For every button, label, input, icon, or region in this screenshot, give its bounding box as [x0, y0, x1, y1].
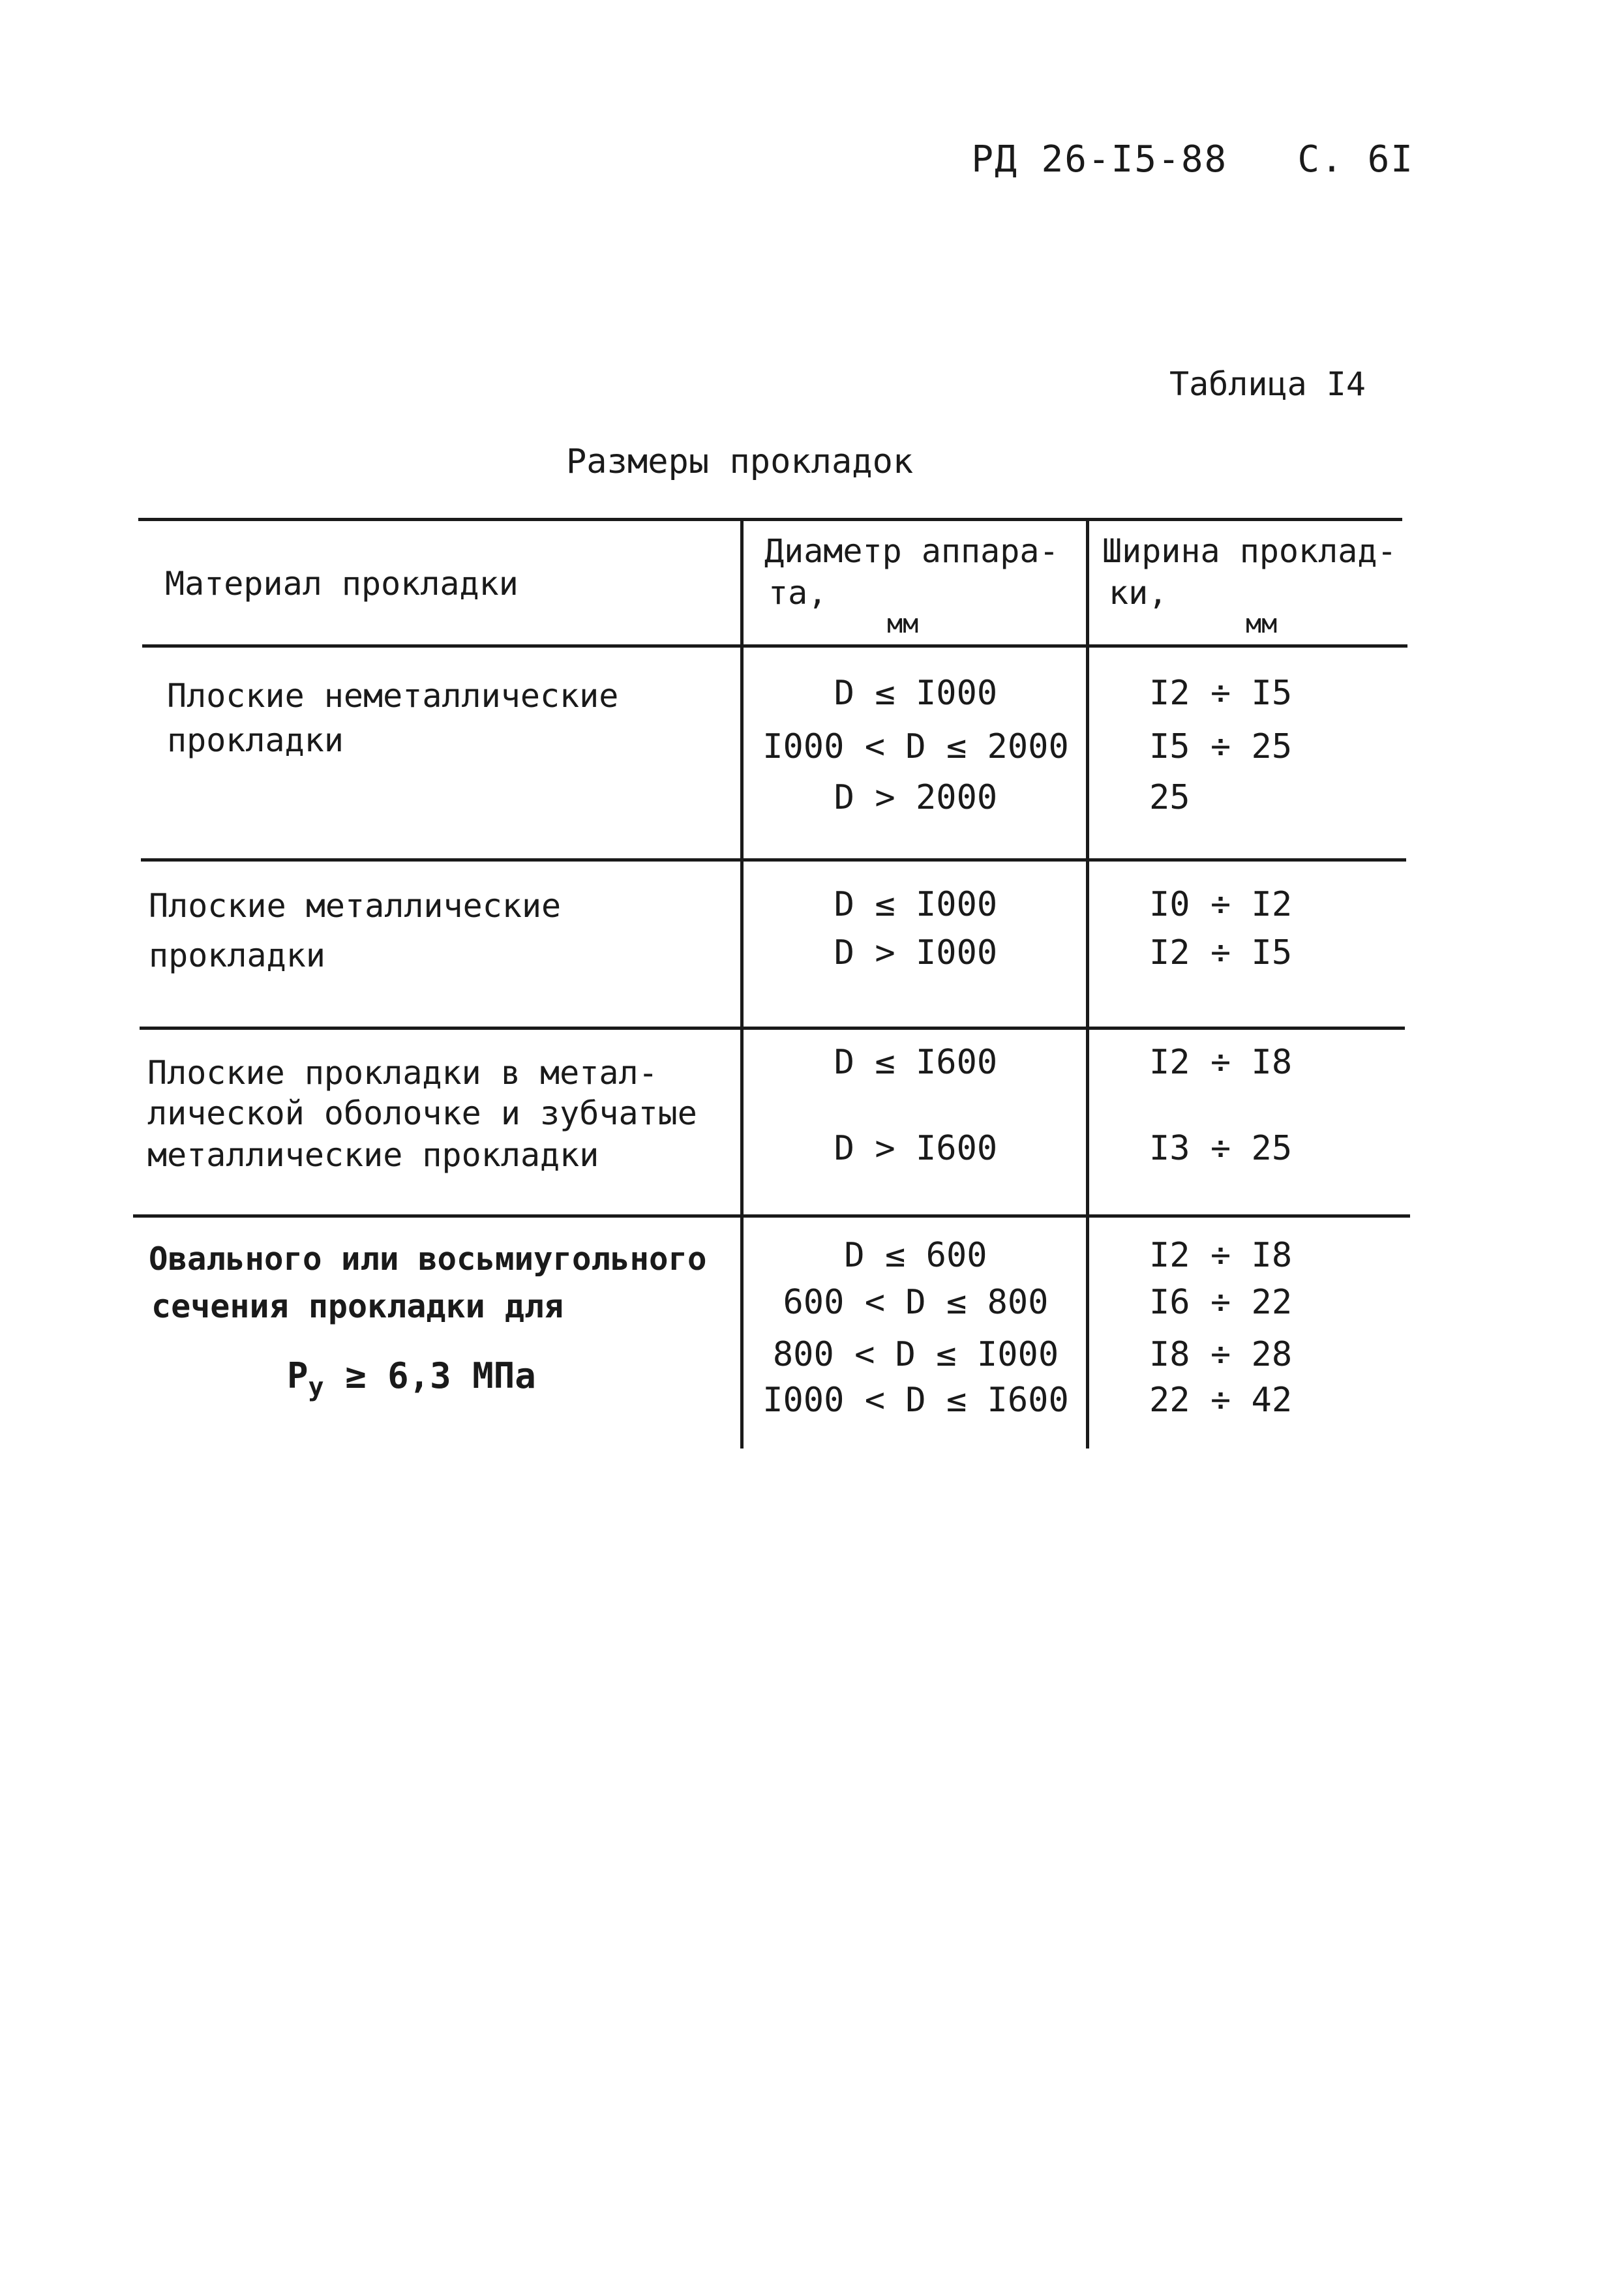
diameter-range: D ≤ I000 — [834, 885, 998, 924]
column-header-diameter-unit: мм — [887, 609, 919, 639]
design-pressure-condition — [287, 1355, 536, 1402]
width-range: I6 ÷ 22 — [1149, 1283, 1293, 1322]
table-label: Таблица I4 — [1169, 365, 1366, 403]
width-range: I5 ÷ 25 — [1149, 727, 1293, 766]
width-range: I8 ÷ 28 — [1149, 1335, 1293, 1374]
material-cell-line: прокладки — [167, 721, 344, 759]
material-cell-line: прокладки — [149, 937, 325, 974]
diameter-range: D > I000 — [834, 933, 998, 972]
diameter-range: D ≤ I600 — [834, 1043, 998, 1082]
material-cell-line: лической оболочке и зубчатые — [147, 1094, 697, 1132]
diameter-range: D ≤ 600 — [844, 1236, 987, 1275]
diameter-range: 600 < D ≤ 800 — [783, 1283, 1049, 1322]
width-range: 25 — [1149, 778, 1190, 817]
material-cell-line: Овального или восьмиугольного — [149, 1240, 707, 1278]
width-range: I3 ÷ 25 — [1149, 1129, 1293, 1168]
width-range: I2 ÷ I5 — [1149, 933, 1293, 972]
column-header-width-line2: ки, — [1109, 574, 1168, 612]
material-cell-line: металлические прокладки — [147, 1136, 599, 1174]
diameter-range: D ≤ I000 — [834, 674, 998, 713]
width-range: 22 ÷ 42 — [1149, 1381, 1293, 1420]
material-cell-line: Плоские неметаллические — [167, 677, 619, 715]
width-range: I2 ÷ I8 — [1149, 1043, 1293, 1082]
table-title: Размеры прокладок — [566, 442, 914, 481]
column-header-material: Материал прокладки — [165, 565, 519, 603]
pressure-symbol: P — [287, 1355, 308, 1396]
material-cell-line: Плоские металлические — [149, 887, 562, 925]
material-cell-line: Плоские прокладки в метал- — [147, 1054, 658, 1092]
width-range: I0 ÷ I2 — [1149, 885, 1293, 924]
diameter-range: D > 2000 — [834, 778, 998, 817]
material-cell-line: сечения прокладки для — [151, 1287, 564, 1325]
column-header-diameter-line2: та, — [768, 574, 828, 612]
page-number: С. 6I — [1297, 138, 1414, 181]
column-header-width-unit: мм — [1246, 609, 1278, 639]
diameter-range: I000 < D ≤ 2000 — [762, 727, 1069, 766]
column-header-diameter-line1: Диаметр аппара- — [764, 532, 1059, 570]
diameter-range: 800 < D ≤ I000 — [772, 1335, 1059, 1374]
diameter-range: D > I600 — [834, 1129, 998, 1168]
pressure-relation: ≥ 6,3 МПа — [345, 1355, 536, 1396]
column-header-width-line1: Ширина проклад- — [1102, 532, 1397, 570]
document-reference: РД 26-I5-88 — [971, 138, 1228, 181]
width-range: I2 ÷ I8 — [1149, 1236, 1293, 1275]
pressure-subscript: у — [308, 1372, 324, 1402]
width-range: I2 ÷ I5 — [1149, 674, 1293, 713]
diameter-range: I000 < D ≤ I600 — [762, 1381, 1069, 1420]
